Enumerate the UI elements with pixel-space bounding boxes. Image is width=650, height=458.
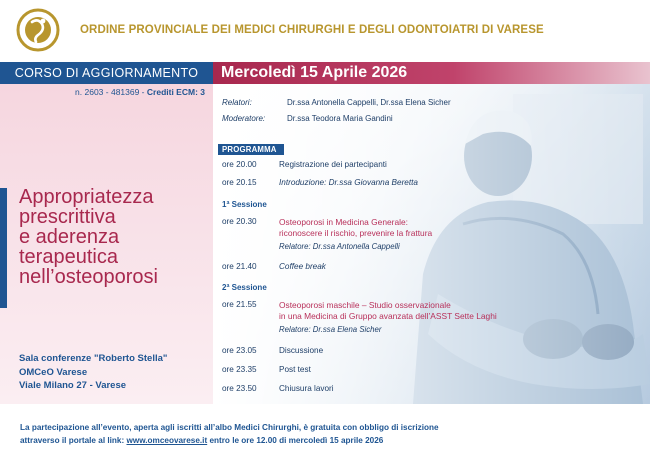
program-desc: Coffee break [279, 262, 326, 271]
relatori-label: Relatori: [222, 98, 252, 107]
omceo-logo-icon [16, 8, 60, 52]
talk-title-line: Osteoporosi maschile – Studio osservazionale [279, 300, 451, 310]
program-time: ore 23.05 [222, 346, 257, 355]
org-title: ORDINE PROVINCIALE DEI MEDICI CHIRURGHI E DEGLI ODONTOIATRI DI VARESE [80, 24, 544, 36]
title-line: terapeutica [19, 246, 118, 268]
session-label: 2ª Sessione [222, 283, 267, 292]
program-label: PROGRAMMA [218, 144, 284, 155]
left-panel [0, 84, 213, 404]
moderatore-value: Dr.ssa Teodora Maria Gandini [287, 114, 393, 123]
registration-deadline: entro le ore 12.00 di mercoledì 15 aprile 2026 [207, 436, 384, 445]
talk-title-line: Osteoporosi in Medicina Generale: [279, 217, 408, 227]
session-label: 1ª Sessione [222, 200, 267, 209]
program-time: ore 20.30 [222, 217, 257, 226]
relatori-value: Dr.ssa Antonella Cappelli, Dr.ssa Elena Sicher [287, 98, 451, 107]
footer [0, 404, 650, 458]
program-desc: Discussione [279, 346, 324, 355]
program-time: ore 20.15 [222, 178, 257, 187]
venue [19, 352, 167, 393]
program-time: ore 21.55 [222, 300, 257, 309]
registration-text: attraverso il portale al link: [20, 436, 127, 445]
course-title [19, 187, 209, 287]
ecm-credits: Crediti ECM: 3 [146, 87, 205, 97]
talk-title [279, 217, 432, 239]
event-date: Mercoledì 15 Aprile 2026 [213, 62, 650, 84]
program-desc: Introduzione: Dr.ssa Giovanna Beretta [279, 178, 418, 187]
header [0, 0, 650, 62]
title-line: nell’osteoporosi [19, 266, 158, 288]
title-accent-bar [0, 188, 7, 308]
talk-speaker: Relatore: Dr.ssa Elena Sicher [279, 325, 382, 334]
program-desc: Chiusura lavori [279, 384, 334, 393]
talk-title-line: riconoscere il rischio, prevenire la frattura [279, 228, 433, 238]
title-line: Appropriatezza [19, 186, 154, 208]
talk-title-line: in una Medicina di Gruppo avanzata dell’ASST Sette Laghi [279, 311, 497, 321]
program-time: ore 23.50 [222, 384, 257, 393]
registration-info [20, 421, 439, 447]
program-time: ore 20.00 [222, 160, 257, 169]
title-line: e aderenza [19, 226, 120, 248]
program-time: ore 21.40 [222, 262, 257, 271]
registration-link[interactable]: www.omceovarese.it [126, 436, 208, 445]
course-label: CORSO DI AGGIORNAMENTO [0, 62, 213, 84]
program-time: ore 23.35 [222, 365, 257, 374]
program-desc: Registrazione dei partecipanti [279, 160, 387, 169]
program-content [213, 84, 650, 404]
course-code [75, 87, 205, 97]
title-line: prescrittiva [19, 206, 116, 228]
registration-line [20, 434, 439, 447]
venue-address: Viale Milano 27 - Varese [19, 380, 127, 391]
program-desc: Post test [279, 365, 311, 374]
venue-room: Sala conferenze "Roberto Stella" [19, 353, 168, 364]
talk-speaker: Relatore: Dr.ssa Antonella Cappelli [279, 242, 400, 251]
venue-org: OMCeO Varese [19, 366, 88, 378]
registration-line: La partecipazione all’evento, aperta agli iscritti all’albo Medici Chirurghi, è gratuita con obbligo di iscrizione [20, 423, 439, 432]
talk-title [279, 300, 497, 322]
moderatore-label: Moderatore: [222, 114, 266, 123]
course-code-number: n. 2603 - 481369 - [75, 87, 145, 97]
